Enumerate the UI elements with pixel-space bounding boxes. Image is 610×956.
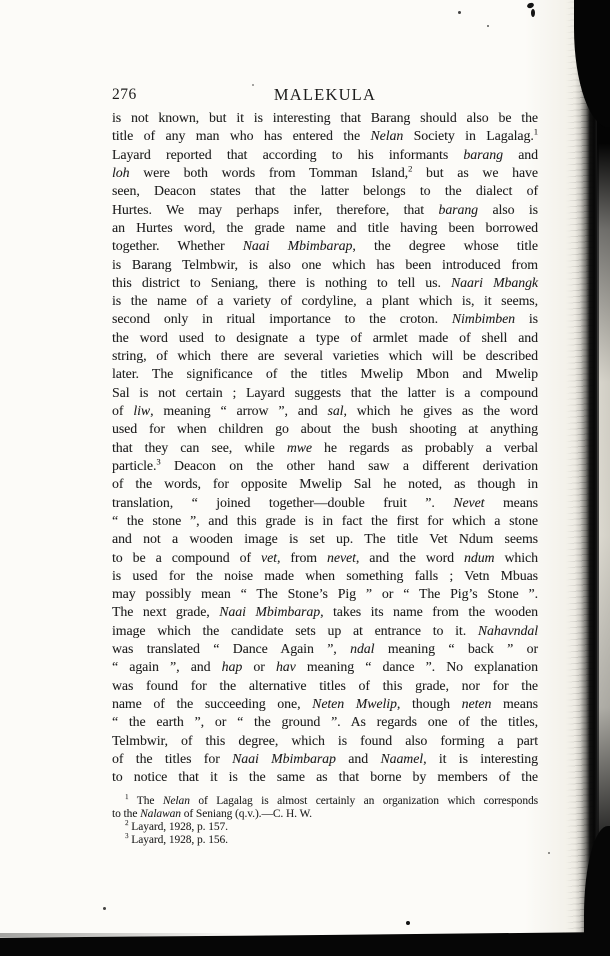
text-line	[112, 182, 538, 200]
text-run: , the degree whose title	[352, 238, 539, 254]
text-run: was translated “ Dance Again ”,	[112, 641, 351, 657]
text-line	[112, 420, 538, 438]
text-line	[112, 640, 538, 658]
text-line	[112, 201, 538, 219]
text-line	[112, 384, 538, 402]
text-line	[112, 658, 538, 676]
text-line	[112, 365, 538, 383]
italic-term: loh	[112, 164, 130, 180]
footnotes	[112, 792, 539, 847]
italic-term: Nelan	[370, 128, 404, 144]
text-run: second only in ritual importance to the croton.	[112, 311, 452, 327]
text-run: Layard, 1928, p. 157.	[128, 820, 228, 833]
text-line	[112, 768, 538, 786]
ink-speck	[103, 907, 106, 910]
italic-term: hav	[275, 659, 296, 675]
text-run: , takes its name from the wooden	[320, 604, 538, 620]
text-run: this district to Seniang, there is nothing to tell us.	[112, 274, 451, 290]
text-line	[112, 475, 538, 493]
text-line	[112, 402, 538, 420]
text-run: is not known, but it is interesting that Barang should also be the	[112, 110, 538, 125]
text-run: title of any man who has entered the	[112, 128, 371, 144]
text-run: Layard reported that according to his informants	[112, 146, 464, 162]
footnote-marker: 2	[408, 163, 413, 174]
text-run: “ the stone ”, and this grade is in fact the first for which a stone	[112, 512, 538, 528]
italic-term: Neten Mwelip	[312, 696, 397, 711]
text-run: of Lagalag is almost certainly an organization which corresponds	[189, 794, 539, 807]
text-line	[112, 274, 538, 292]
text-run: to be a compound of	[112, 549, 261, 565]
text-line	[112, 439, 538, 457]
text-run: image which the candidate sets up at entrance to it.	[112, 622, 478, 638]
text-line	[112, 164, 538, 182]
text-run: together. Whether	[112, 238, 243, 254]
text-run: is the name of a variety of cordyline, a plant which is, it seems,	[112, 293, 538, 309]
footnote-marker: 2	[125, 818, 129, 827]
book-edge-right	[597, 0, 610, 956]
text-run: was found for the alternative titles of this grade, nor for the	[112, 677, 538, 693]
text-run: , though	[396, 696, 462, 711]
text-run: Layard, 1928, p. 156.	[128, 833, 228, 846]
text-column	[112, 85, 538, 847]
text-run: an Hurtes word, the grade name and title having been borrowed	[112, 219, 538, 235]
italic-term: Nahavndal	[477, 622, 538, 638]
text-run: particle.	[112, 457, 157, 473]
text-run: and not a wooden image is set up. The title Vet Ndum seems	[112, 531, 538, 547]
italic-term: Nimbimben	[451, 311, 516, 327]
text-line	[112, 808, 538, 821]
text-run: The	[128, 794, 163, 807]
text-run: and	[502, 146, 538, 162]
text-run: used for when children go about the bush shooting at anything	[112, 421, 538, 437]
italic-term: ndal	[350, 641, 375, 657]
text-run: is	[515, 311, 538, 327]
text-run: later. The significance of the titles Mwelip Mbon and Mwelip	[112, 366, 538, 382]
text-run: , meaning “ arrow ”, and	[150, 403, 328, 418]
italic-term: nevet	[327, 549, 356, 565]
text-run: Hurtes. We may perhaps infer, therefore, that	[112, 201, 439, 217]
text-run: meaning “ dance ”. No explanation	[295, 659, 538, 675]
text-line	[112, 329, 538, 347]
text-run: is used for the noise made when something falls ; Vetn Mbuas	[112, 567, 538, 583]
text-line	[112, 567, 538, 585]
text-run: Society in Lagalag.	[403, 128, 534, 144]
italic-term: vet	[261, 549, 277, 565]
text-run: to the	[112, 807, 141, 820]
italic-term: Naai Mbimbarap	[219, 604, 321, 620]
text-run: Deacon on the other hand saw a different derivation	[160, 457, 538, 473]
text-line	[112, 512, 538, 530]
ink-speck	[531, 9, 535, 17]
italic-term: Nalawan	[140, 807, 181, 820]
italic-term: sal	[327, 403, 344, 418]
italic-term: Naai Mbimbarap	[242, 238, 353, 254]
text-run: that they can see, while	[112, 439, 287, 455]
text-run: to notice that it is the same as that borne by members of the	[112, 769, 538, 785]
text-run: Telmbwir, of this degree, which is found also forming a part	[112, 732, 538, 748]
italic-term: Nevet	[453, 494, 485, 510]
text-run: , from	[276, 549, 328, 565]
italic-term: ndum	[464, 549, 495, 565]
ink-speck	[458, 11, 461, 14]
text-run: Sal is not certain ; Layard suggests that the latter is a compound	[112, 384, 538, 400]
text-run: the word used to designate a type of armlet made of shell and	[112, 329, 538, 345]
text-line	[112, 457, 538, 475]
ink-speck	[487, 25, 489, 27]
text-line	[112, 750, 538, 768]
text-run: but as we have	[412, 164, 538, 180]
ink-speck	[252, 84, 254, 86]
text-run: of the titles for	[112, 750, 233, 766]
text-line	[112, 530, 538, 548]
italic-term: hap	[221, 659, 243, 675]
text-run: , it is interesting	[423, 750, 538, 766]
text-line	[112, 256, 538, 274]
text-run: or	[242, 659, 276, 675]
italic-term: Naai Mbimbarap	[232, 750, 336, 766]
text-run: seen, Deacon states that the latter belongs to the dialect of	[112, 183, 538, 199]
text-line	[112, 585, 538, 603]
italic-term: liw	[133, 403, 151, 418]
text-run: The next grade,	[112, 604, 220, 620]
text-line	[112, 622, 538, 640]
ink-speck	[548, 852, 550, 854]
text-run: were both words from Tomman Island,	[129, 164, 409, 180]
footnote-marker: 1	[533, 126, 538, 137]
text-line	[112, 347, 538, 365]
text-run: he regards as probably a verbal	[311, 439, 538, 455]
italic-term: Nelan	[162, 794, 190, 807]
text-run: , which he gives as the word	[343, 403, 539, 418]
italic-term: Naamel	[380, 750, 424, 766]
text-line	[112, 146, 538, 164]
ink-speck	[526, 2, 534, 9]
text-run: meaning “ back ” or	[374, 641, 538, 657]
italic-term: neten	[461, 696, 492, 711]
text-run: string, of which there are several varieties which will be described	[112, 348, 538, 364]
text-line	[112, 603, 538, 621]
text-line	[112, 732, 538, 750]
text-line	[112, 219, 538, 237]
text-run: name of the succeeding one,	[112, 696, 313, 711]
text-line	[112, 713, 538, 731]
text-line	[112, 494, 538, 512]
italic-term: Naari Mbangk	[451, 274, 538, 290]
text-run: means	[484, 494, 538, 510]
text-line	[112, 237, 538, 255]
text-run: which	[494, 549, 538, 565]
text-run: means	[491, 696, 538, 711]
footnote-marker: 1	[125, 792, 129, 801]
text-run: of	[112, 403, 134, 418]
text-line	[112, 127, 538, 145]
text-line	[112, 549, 538, 567]
text-run: , and the word	[355, 549, 465, 565]
text-line	[112, 695, 538, 713]
page-number: 276	[112, 86, 137, 103]
footnote-marker: 3	[156, 456, 161, 467]
italic-term: barang	[438, 201, 479, 217]
running-head	[112, 85, 538, 105]
text-run: of Seniang (q.v.).—C. H. W.	[180, 807, 312, 820]
text-run: is Barang Telmbwir, is also one which has been introduced from	[112, 256, 538, 272]
text-line	[112, 831, 538, 847]
text-run: and	[335, 750, 381, 766]
text-run: may possibly mean “ The Stone’s Pig ” or “ The Pig’s Stone ”.	[112, 586, 538, 602]
body-text	[112, 109, 538, 787]
text-run: translation, “ joined together—double fruit ”.	[112, 494, 454, 510]
footnote-marker: 3	[125, 831, 129, 840]
text-run: also is	[478, 201, 538, 217]
text-run: of the words, for opposite Mwelip Sal he noted, as though in	[112, 476, 538, 492]
text-line	[112, 792, 539, 808]
text-line	[112, 818, 538, 834]
italic-term: barang	[463, 146, 503, 162]
book-edge-shadow	[575, 0, 599, 956]
text-line	[112, 310, 538, 328]
text-run: “ the earth ”, or “ the ground ”. As regards one of the titles,	[112, 714, 538, 730]
text-line	[112, 677, 538, 695]
ink-speck	[406, 921, 410, 925]
text-line	[112, 109, 538, 127]
page-title: MALEKULA	[273, 85, 377, 104]
italic-term: mwe	[286, 439, 312, 455]
text-run: “ again ”, and	[112, 659, 222, 675]
text-line	[112, 292, 538, 310]
